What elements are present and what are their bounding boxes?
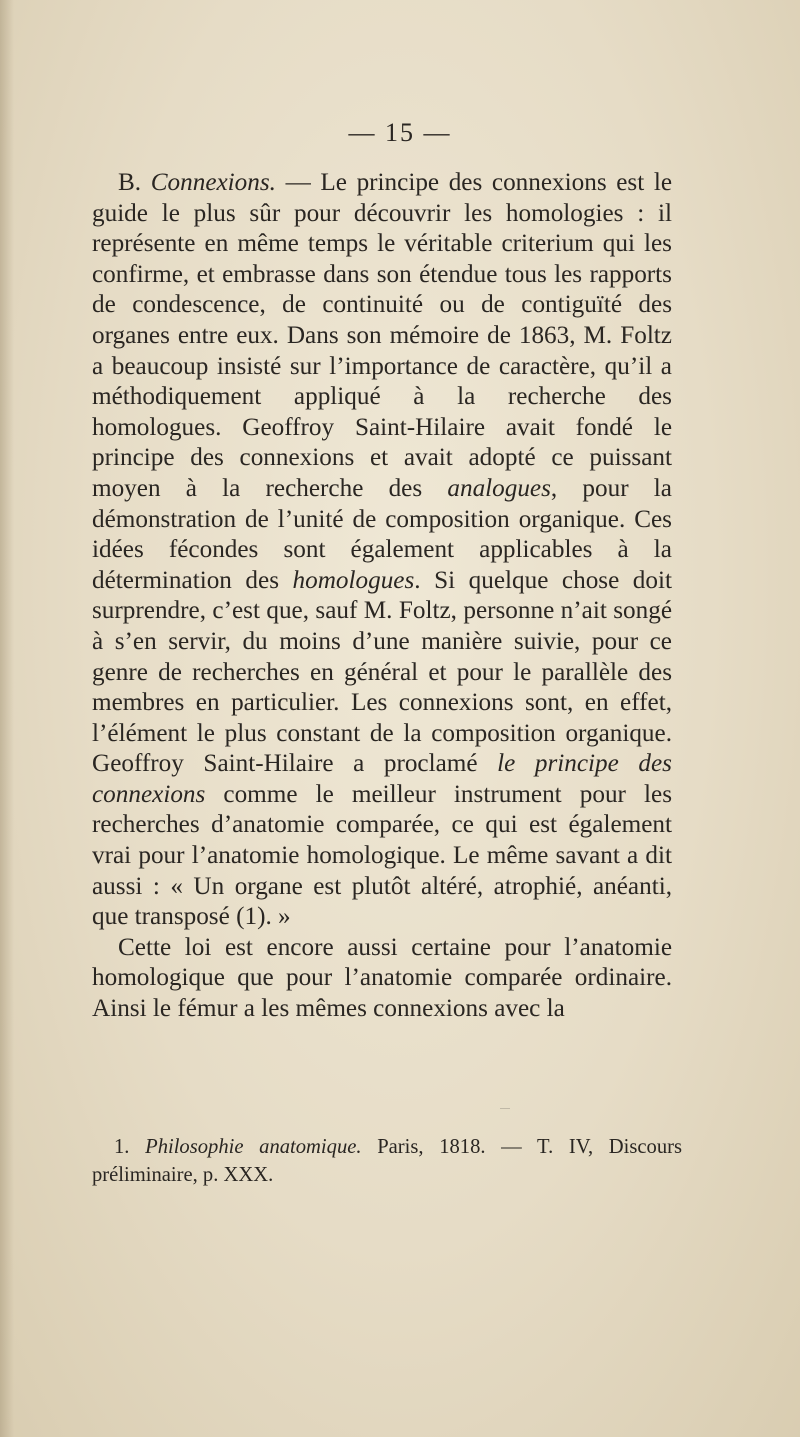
main-text — [92, 168, 672, 1025]
footnote-marker: 1. — [114, 1136, 130, 1158]
footnote-body: Paris, 1818. — T. IV, Discours préliminaire, p. XXX. — [92, 1136, 683, 1186]
paragraph-text: comme le meilleur instrument pour les recherches d’anatomie comparée, ce qui est également vrai pour l’anatomie homologique. Le même savant a dit aussi : « Un organe est plutôt altéré, atrophié, anéanti, que transposé (1). » — [92, 780, 672, 931]
paragraph-connexions — [92, 168, 672, 933]
footnote-title: Philosophie anatomique. — [145, 1136, 362, 1158]
paragraph-text: . Si quelque chose doit surprendre, c’est que, sauf M. Foltz, personne n’ait songé à s’en servir, du moins d’une manière suivie, pour ce genre de recherches en général et pour le parallèle des membres en particulier. Les connexions sont, en effet, l’élément le plus constant de la composition organique. Geoffroy Saint-Hilaire a proclamé — [92, 566, 672, 778]
emphasis-analogues: analogues — [447, 474, 551, 502]
paragraph-text: , pour la démonstration de l’unité de composition organique. Ces idées fécondes sont également applicables à la détermination des — [92, 474, 672, 594]
emphasis-homologues: homologues — [292, 566, 415, 594]
emphasis-principe: le principe des connexions — [92, 750, 672, 808]
paragraph-loi: Cette loi est encore aussi certaine pour l’anatomie homologique que pour l’anatomie comparée ordinaire. Ainsi le fémur a les mêmes connexions avec la — [92, 933, 672, 1023]
page-number: — 15 — — [348, 118, 452, 147]
footnote-text — [92, 1133, 682, 1189]
paragraph-text: — Le principe des connexions est le guide le plus sûr pour découvrir les homologies : il représente en même temps le véritable criterium qui les confirme, et embrasse dans son étendue tous les rapports de condescence, de continuité ou de contiguïté des organes entre eux. Dans son mémoire de 1863, M. Foltz a beaucoup insisté sur l’importance de caractère, qu’il a méthodiquement appliqué à la recherche des homologues. Geoffroy Saint-Hilaire avait fondé le principe des connexions et avait adopté ce puissant moyen à la recherche des — [92, 169, 673, 502]
page-edge-shadow — [0, 0, 14, 1437]
section-label: B. — [118, 169, 142, 196]
footnote-separator — [500, 1108, 510, 1109]
section-title: Connexions. — [150, 169, 276, 196]
footnote — [92, 1133, 682, 1189]
